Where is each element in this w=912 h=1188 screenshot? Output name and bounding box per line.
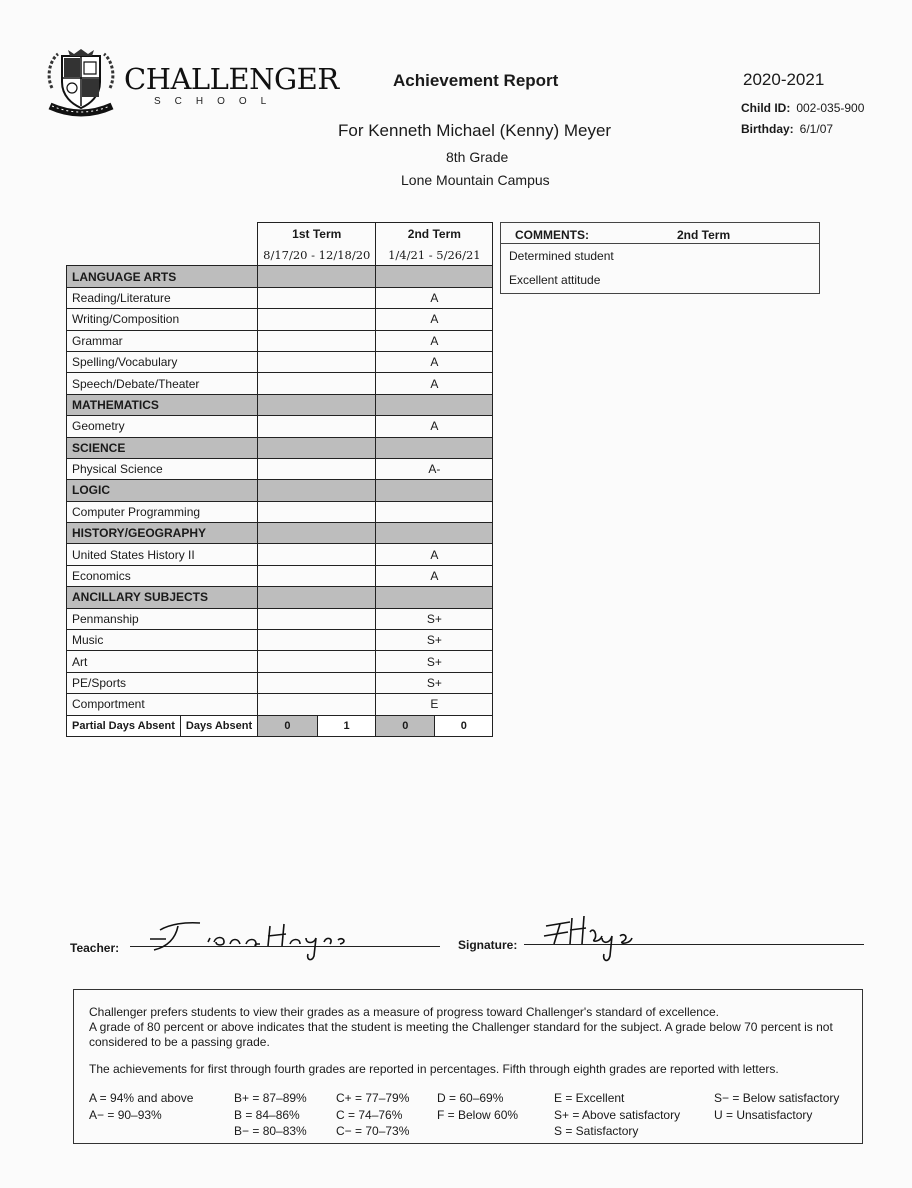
subject-row	[67, 608, 493, 629]
school-year: 2020-2021	[743, 70, 825, 89]
term1-grade	[258, 330, 376, 351]
term2-grade: E	[376, 694, 493, 715]
subject-row	[67, 565, 493, 586]
term2-grade: A	[376, 544, 493, 565]
school-logo	[44, 48, 339, 118]
legend-column: S− = Below satisfactory U = Unsatisfactory	[714, 1091, 840, 1122]
subject-name: Comportment	[67, 694, 258, 715]
report-title: Achievement Report	[393, 71, 559, 90]
subject-name: Music	[67, 630, 258, 651]
child-id: Child ID: 002-035-900	[741, 101, 865, 115]
subject-row	[67, 351, 493, 372]
section-title: ANCILLARY SUBJECTS	[67, 587, 258, 608]
term2-grade: A	[376, 351, 493, 372]
term2-grade: A	[376, 373, 493, 394]
term1-grade	[258, 458, 376, 479]
term2-grade: A	[376, 287, 493, 308]
info-paragraph: Challenger prefers students to view their grades as a measure of progress toward Challenger's standard of excellence.	[89, 1005, 719, 1019]
term1-grade	[258, 351, 376, 372]
subject-name: Writing/Composition	[67, 309, 258, 330]
comments-label: COMMENTS:	[515, 228, 589, 242]
grades-table	[66, 222, 493, 737]
signature-label: Signature:	[458, 938, 518, 952]
subject-section-row	[67, 266, 493, 287]
subject-section-row	[67, 587, 493, 608]
section-title: MATHEMATICS	[67, 394, 258, 415]
birthday: Birthday: 6/1/07	[741, 122, 834, 136]
info-paragraph: A grade of 80 percent or above indicates that the student is meeting the Challenger standard for the subject. A grade below 70 percent is not considered to be a passing grade.	[89, 1020, 833, 1049]
campus-name: Lone Mountain Campus	[401, 172, 550, 188]
term1-grade	[258, 309, 376, 330]
subject-section-row	[67, 394, 493, 415]
term1-grade	[258, 287, 376, 308]
term2-grade: S+	[376, 672, 493, 693]
term2-grade: A-	[376, 458, 493, 479]
term2-grade: A	[376, 309, 493, 330]
comment-line: Excellent attitude	[509, 273, 601, 287]
teacher-label: Teacher:	[70, 941, 120, 955]
subject-name: Reading/Literature	[67, 287, 258, 308]
term1-grade	[258, 501, 376, 522]
subject-name: Spelling/Vocabulary	[67, 351, 258, 372]
term2-grade: A	[376, 565, 493, 586]
term2-grade: S+	[376, 651, 493, 672]
term1-grade	[258, 416, 376, 437]
comments-term: 2nd Term	[677, 228, 731, 242]
days-absent-label: Days Absent	[180, 715, 257, 736]
legend-column: B+ = 87–89% B = 84–86% B− = 80–83%	[234, 1091, 307, 1138]
term1-grade	[258, 608, 376, 629]
subject-name: United States History II	[67, 544, 258, 565]
term2-grade: S+	[376, 630, 493, 651]
grade-level: 8th Grade	[446, 149, 509, 165]
subject-name: Penmanship	[67, 608, 258, 629]
subject-row	[67, 672, 493, 693]
subject-name: Speech/Debate/Theater	[67, 373, 258, 394]
subject-name: Physical Science	[67, 458, 258, 479]
comments-box	[500, 222, 820, 294]
term1-header: 1st Term	[258, 223, 376, 245]
term1-partial-absent: 0	[258, 715, 318, 736]
term1-dates: 8/17/20 - 12/18/20	[258, 245, 376, 266]
section-title: SCIENCE	[67, 437, 258, 458]
legend-column: C+ = 77–79% C = 74–76% C− = 70–73%	[336, 1091, 410, 1138]
term1-grade	[258, 373, 376, 394]
term2-header: 2nd Term	[376, 223, 493, 245]
term2-grade: A	[376, 416, 493, 437]
grading-info-box	[73, 989, 863, 1144]
subject-row	[67, 651, 493, 672]
subject-row	[67, 373, 493, 394]
term1-grade	[258, 565, 376, 586]
subject-row	[67, 501, 493, 522]
term2-partial-absent: 0	[376, 715, 435, 736]
section-title: LANGUAGE ARTS	[67, 266, 258, 287]
subject-row	[67, 309, 493, 330]
subject-row	[67, 330, 493, 351]
term1-grade	[258, 694, 376, 715]
brand-name: CHALLENGER	[124, 62, 339, 96]
section-title: LOGIC	[67, 480, 258, 501]
legend-column: D = 60–69% F = Below 60%	[437, 1091, 519, 1122]
term2-grade: S+	[376, 608, 493, 629]
term2-dates: 1/4/21 - 5/26/21	[376, 245, 493, 266]
crest-icon	[44, 48, 118, 118]
brand-subtitle: SCHOOL	[154, 96, 281, 107]
term2-days-absent: 0	[435, 715, 493, 736]
legend-column: A = 94% and above A− = 90–93%	[89, 1091, 194, 1122]
term2-grade	[376, 501, 493, 522]
subject-row	[67, 544, 493, 565]
subject-section-row	[67, 480, 493, 501]
subject-name: Economics	[67, 565, 258, 586]
subject-row	[67, 416, 493, 437]
comment-line: Determined student	[509, 249, 614, 263]
info-paragraph: The achievements for first through fourth grades are reported in percentages. Fifth through eighth grades are reported with letters.	[89, 1062, 779, 1076]
subject-section-row	[67, 523, 493, 544]
subject-name: Computer Programming	[67, 501, 258, 522]
subject-name: Grammar	[67, 330, 258, 351]
teacher-signature-icon	[130, 908, 370, 968]
term2-grade: A	[376, 330, 493, 351]
subject-row	[67, 287, 493, 308]
subject-row	[67, 694, 493, 715]
term1-days-absent: 1	[317, 715, 376, 736]
subject-name: Geometry	[67, 416, 258, 437]
term1-grade	[258, 672, 376, 693]
subject-name: Art	[67, 651, 258, 672]
subject-name: PE/Sports	[67, 672, 258, 693]
term1-grade	[258, 651, 376, 672]
absence-row	[67, 715, 493, 736]
subject-section-row	[67, 437, 493, 458]
subject-row	[67, 458, 493, 479]
subject-row	[67, 630, 493, 651]
student-name: For Kenneth Michael (Kenny) Meyer	[338, 121, 612, 140]
section-title: HISTORY/GEOGRAPHY	[67, 523, 258, 544]
term1-grade	[258, 630, 376, 651]
comments-header	[501, 223, 819, 244]
partial-days-label: Partial Days Absent	[67, 715, 181, 736]
term1-grade	[258, 544, 376, 565]
parent-signature-icon	[540, 908, 670, 968]
legend-column: E = Excellent S+ = Above satisfactory S = Satisfactory	[554, 1091, 681, 1138]
